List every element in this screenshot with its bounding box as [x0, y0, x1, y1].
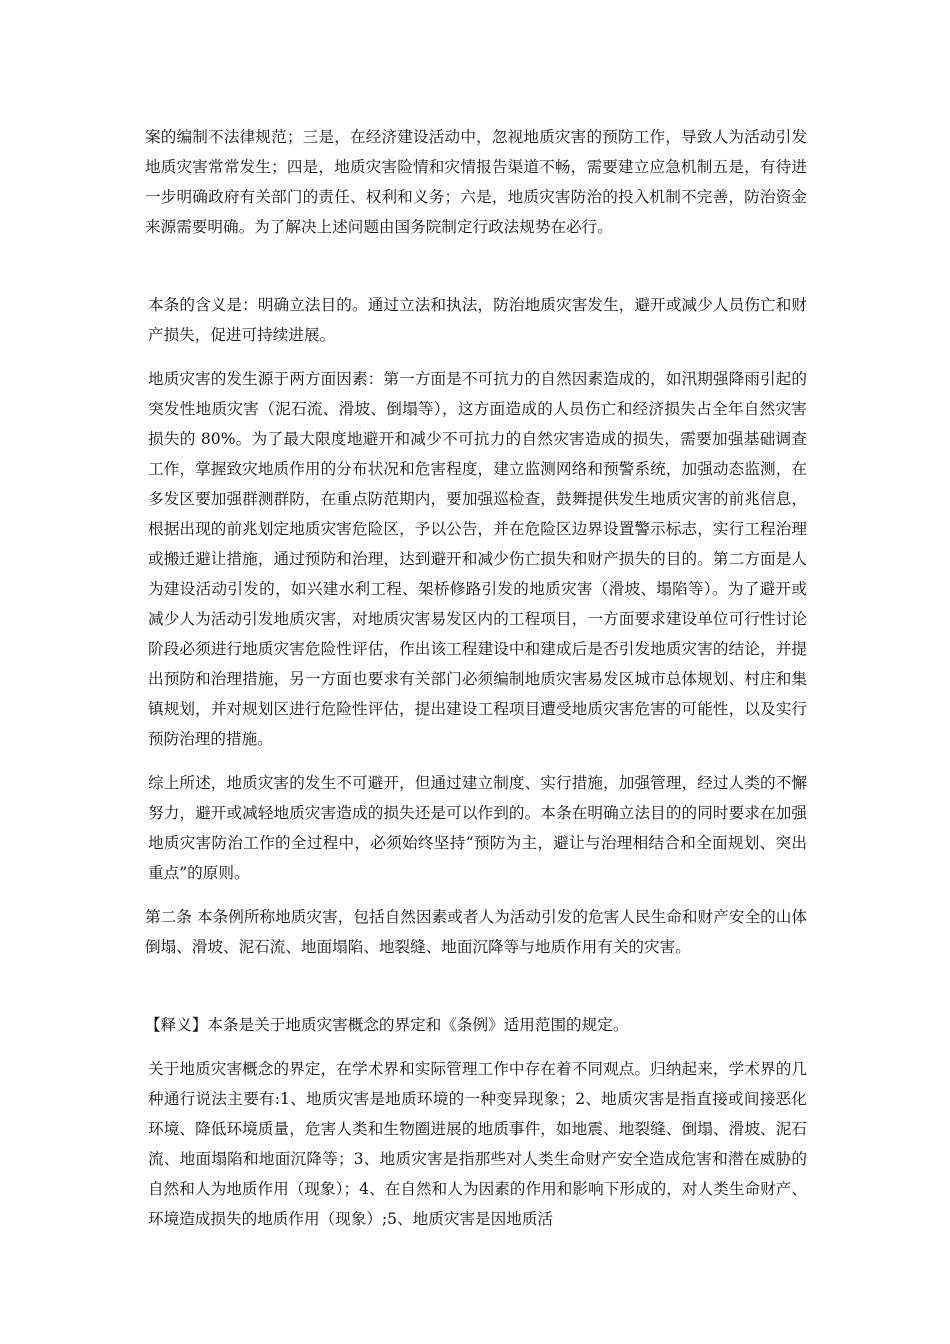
paragraph-7: 关于地质灾害概念的界定，在学术界和实际管理工作中存在着不同观点。归纳起来，学术界的几种通行说法主要有:1、地质灾害是地质环境的一种变异现象；2、地质灾害是指直接或间接恶化环境、降低环境质量，危害人类和生物圈进展的地质事件，如地震、地裂缝、倒塌、滑坡、泥石流、地面塌陷和地面沉降等；3、地质灾害是指那些对人类生命财产安全造成危害和潜在威胁的自然和人为地质作用（现象）；4、在自然和人为因素的作用和影响下形成的，对人类生命财产、环境造成损失的地质作用（现象）;5、地质灾害是因地质活	[148, 1060, 807, 1228]
paragraph-1: 案的编制不法律规范；三是，在经济建设活动中，忽视地质灾害的预防工作，导致人为活动引发地质灾害常常发生；四是，地质灾害险情和灾情报告渠道不畅，需要建立应急机制五是，有待进一步明确政府有关部门的责任、权利和义务；六是，地质灾害防治的投入机制不完善，防治资金来源需要明确。为了解决上述问题由国务院制定行政法规势在必行。	[145, 128, 807, 236]
paragraph-interpretation: 【释义】本条是关于地质灾害概念的界定和《条例》适用范围的规定。	[145, 1016, 629, 1034]
faint-mark	[145, 976, 807, 990]
faint-mark	[145, 256, 807, 270]
paragraph-3: 地质灾害的发生源于两方面因素：第一方面是不可抗力的自然因素造成的，如汛期强降雨引起的突发性地质灾害（泥石流、滑坡、倒塌等），这方面造成的人员伤亡和经济损失占全年自然灾害损失的 80%。为了最大限度地避开和减少不可抗力的自然灾害造成的损失，需要加强基础调查工作，掌握致灾地质作用的分布状况和危害程度，建立监测网络和预警系统，加强动态监测，在多发区要加强群测群防，在重点防范期内，要加强巡检查，鼓舞提供发生地质灾害的前兆信息，根据出现的前兆划定地质灾害危险区，予以公告，并在危险区边界设置警示标志，实行工程治理或搬迁避让措施，通过预防和治理，达到避开和减少伤亡损失和财产损失的目的。第二方面是人为建设活动引发的，如兴建水利工程、架桥修路引发的地质灾害（滑坡、塌陷等）。为了避开或减少人为活动引发地质灾害，对地质灾害易发区内的工程项目，一方面要求建设单位可行性讨论阶段必须进行地质灾害危险性评估，作出该工程建设中和建成后是否引发地质灾害的结论，并提出预防和治理措施，另一方面也要求有关部门必须编制地质灾害易发区城市总体规划、村庄和集镇规划，并对规划区进行危险性评估，提出建设工程项目遭受地质灾害危害的可能性，以及实行预防治理的措施。	[148, 370, 807, 748]
paragraph-4: 综上所述，地质灾害的发生不可避开，但通过建立制度、实行措施，加强管理，经过人类的不懈努力，避开或减轻地质灾害造成的损失还是可以作到的。本条在明确立法目的的同时要求在加强地质灾害防治工作的全过程中，必须始终坚持“预防为主，避让与治理相结合和全面规划、突出重点”的原则。	[148, 774, 807, 882]
paragraph-article-2: 第二条 本条例所称地质灾害，包括自然因素或者人为活动引发的危害人民生命和财产安全的山体倒塌、滑坡、泥石流、地面塌陷、地裂缝、地面沉降等与地质作用有关的灾害。	[145, 908, 807, 956]
spacer	[145, 270, 807, 290]
document-body	[145, 122, 807, 1248]
spacer	[145, 990, 807, 1010]
paragraph-2: 本条的含义是：明确立法目的。通过立法和执法，防治地质灾害发生，避开或减少人员伤亡和财产损失，促进可持续进展。	[148, 296, 807, 344]
